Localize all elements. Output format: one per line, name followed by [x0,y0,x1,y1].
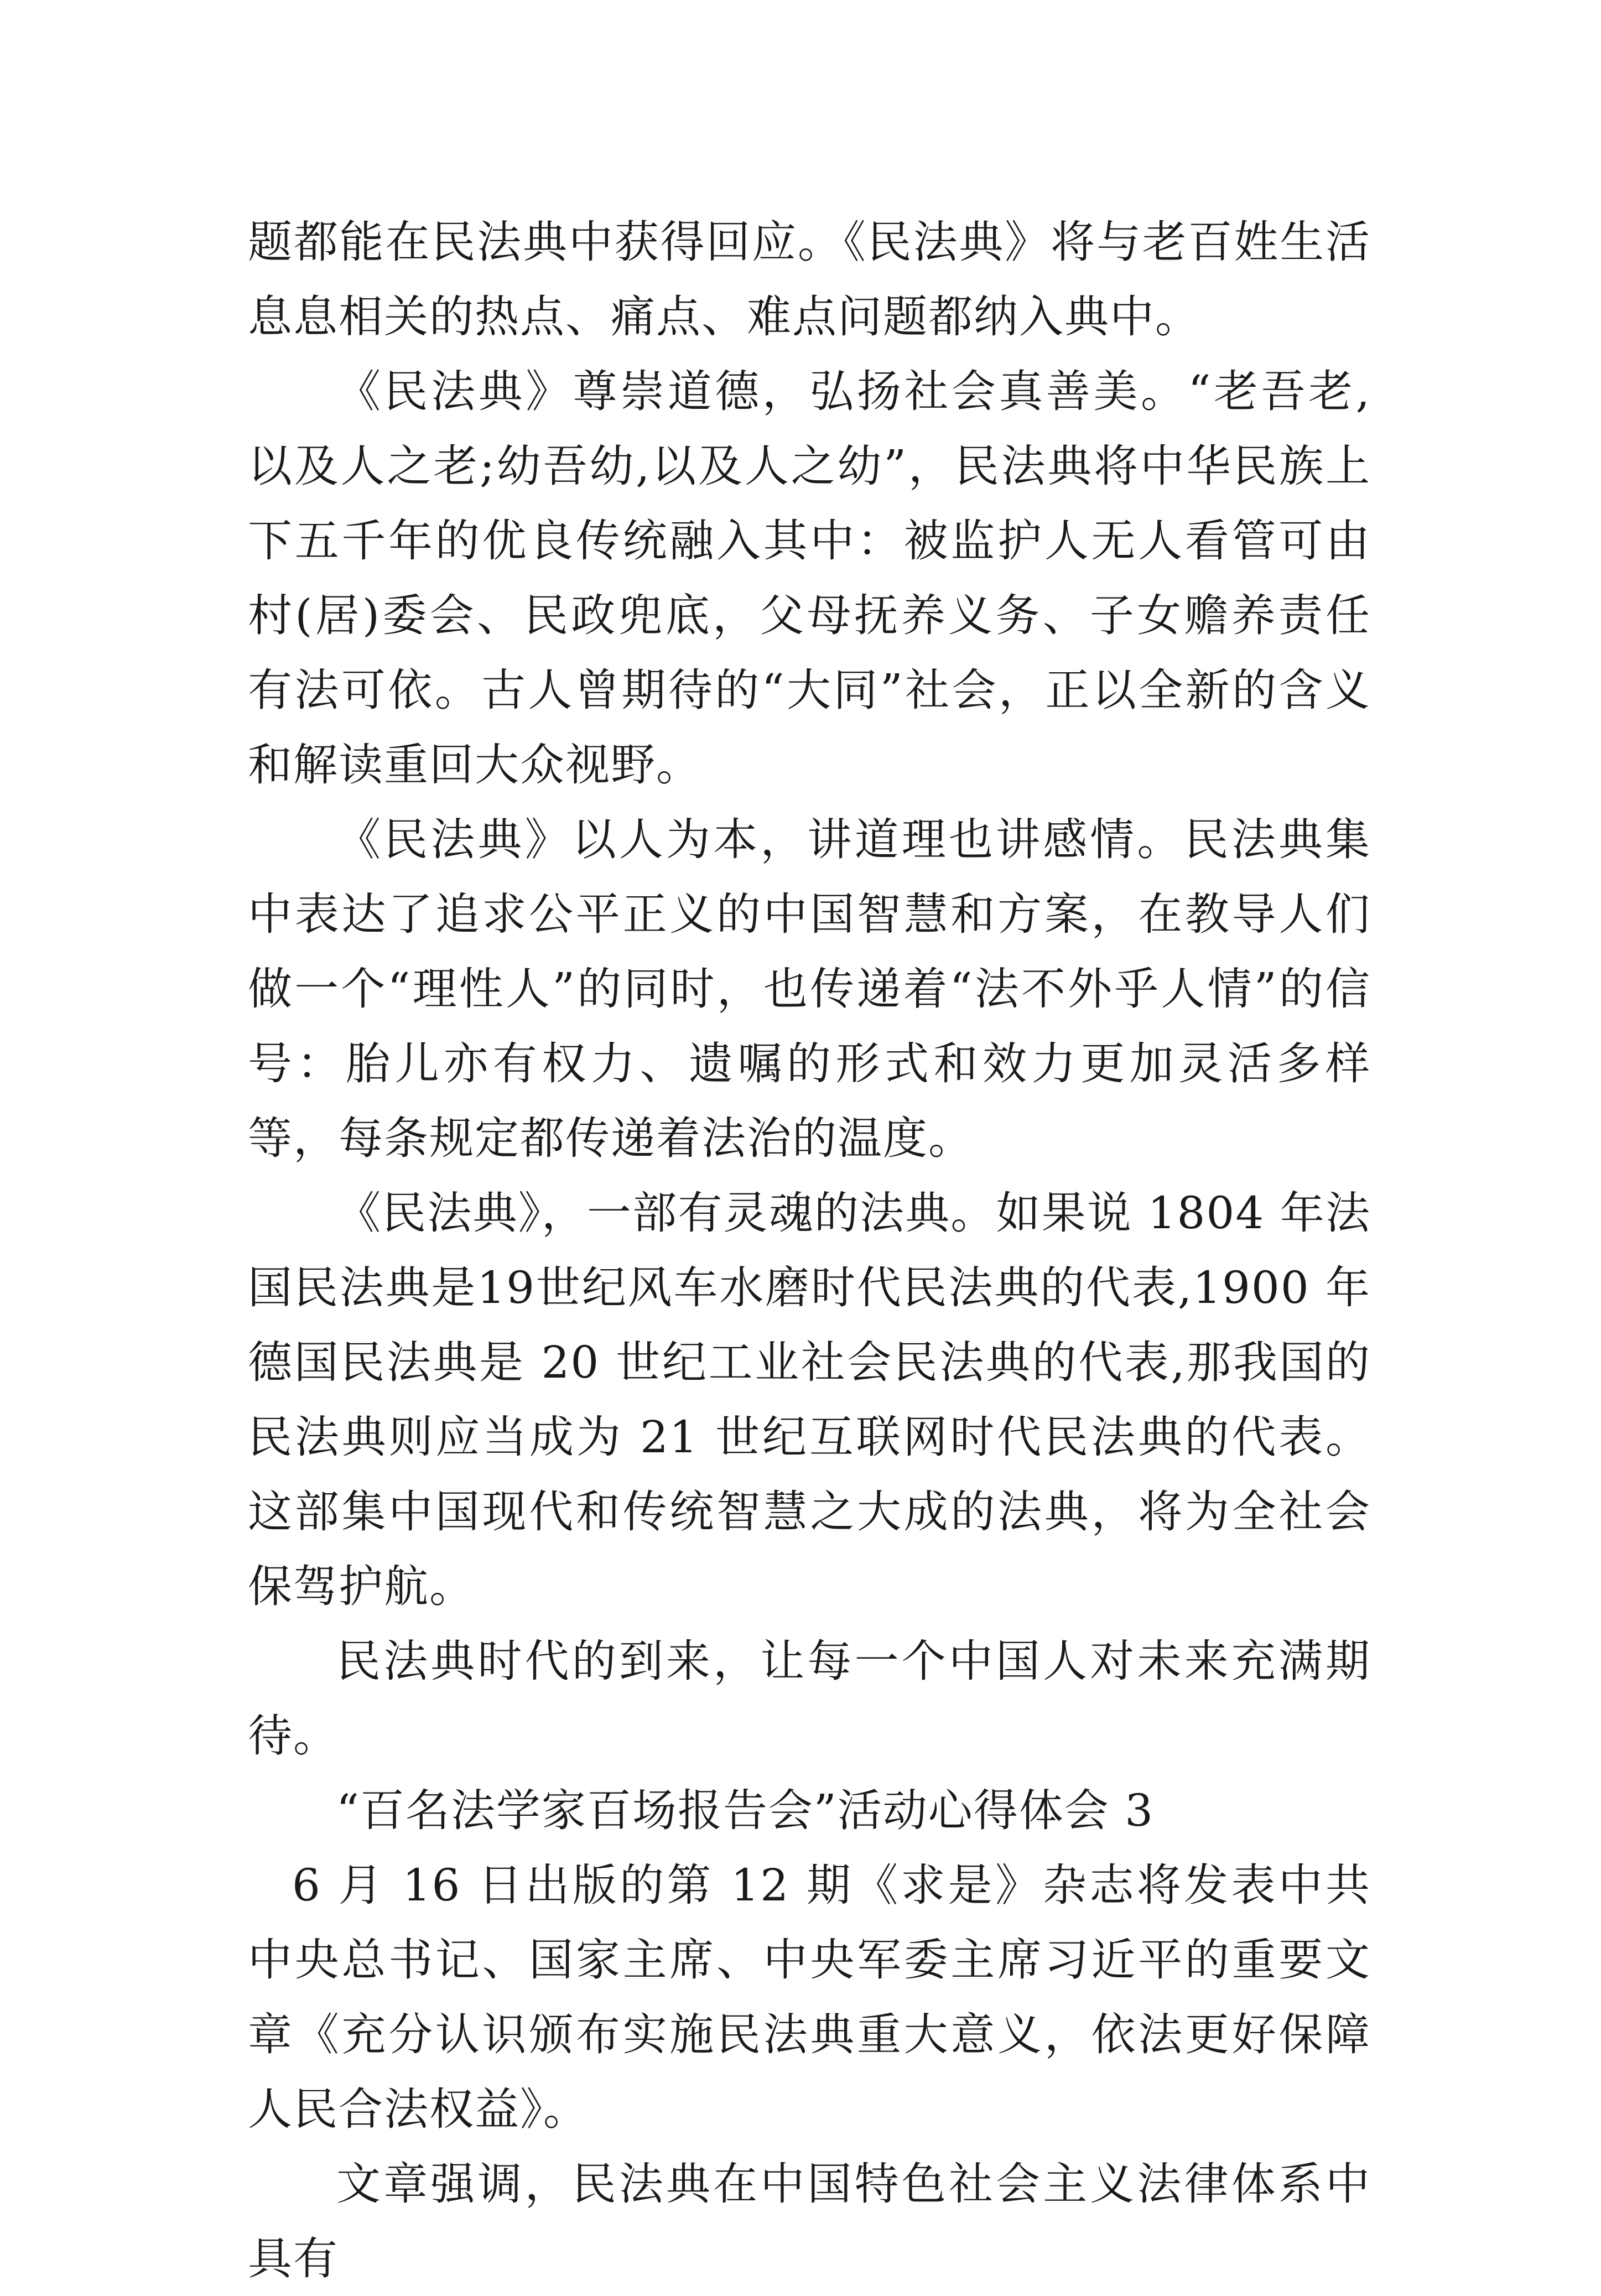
paragraph-1: 题都能在民法典中获得回应。《民法典》将与老百姓生活息息相关的热点、痛点、难点问题都纳入典中。 [248,216,1371,342]
paragraph-5: 民法典时代的到来，让每一个中国人对未来充满期待。 [248,1635,1371,1762]
document-body [248,205,1371,2296]
section-heading: “百名法学家百场报告会”活动心得体会 3 [336,1785,1155,1836]
paragraph-7: 文章强调，民法典在中国特色社会主义法律体系中具有 [248,2158,1371,2284]
paragraph-2: 《民法典》尊崇道德，弘扬社会真善美。“老吾老,以及人之老;幼吾幼,以及人之幼”，民法典将中华民族上下五千年的优良传统融入其中：被监护人无人看管可由村(居)委会、民政兜底，父母抚养义务、子女赡养责任有法可依。古人曾期待的“大同”社会，正以全新的含义和解读重回大众视野。 [248,366,1371,791]
paragraph-6: 6 月 16 日出版的第 12 期《求是》杂志将发表中共中央总书记、国家主席、中央军委主席习近平的重要文章《充分认识颁布实施民法典重大意义，依法更好保障人民合法权益》。 [248,1859,1371,2135]
paragraph-3: 《民法典》以人为本，讲道理也讲感情。民法典集中表达了追求公平正义的中国智慧和方案，在教导人们做一个“理性人”的同时，也传递着“法不外乎人情”的信号：胎儿亦有权力、遗嘱的形式和效力更加灵活多样等，每条规定都传递着法治的温度。 [248,814,1371,1164]
paragraph-4: 《民法典》，一部有灵魂的法典。如果说 1804 年法国民法典是19世纪风车水磨时代民法典的代表,1900 年德国民法典是 20 世纪工业社会民法典的代表,那我国的民法典则应当成为 21 世纪互联网时代民法典的代表。这部集中国现代和传统智慧之大成的法典，将为全社会保驾护航。 [248,1187,1371,1612]
